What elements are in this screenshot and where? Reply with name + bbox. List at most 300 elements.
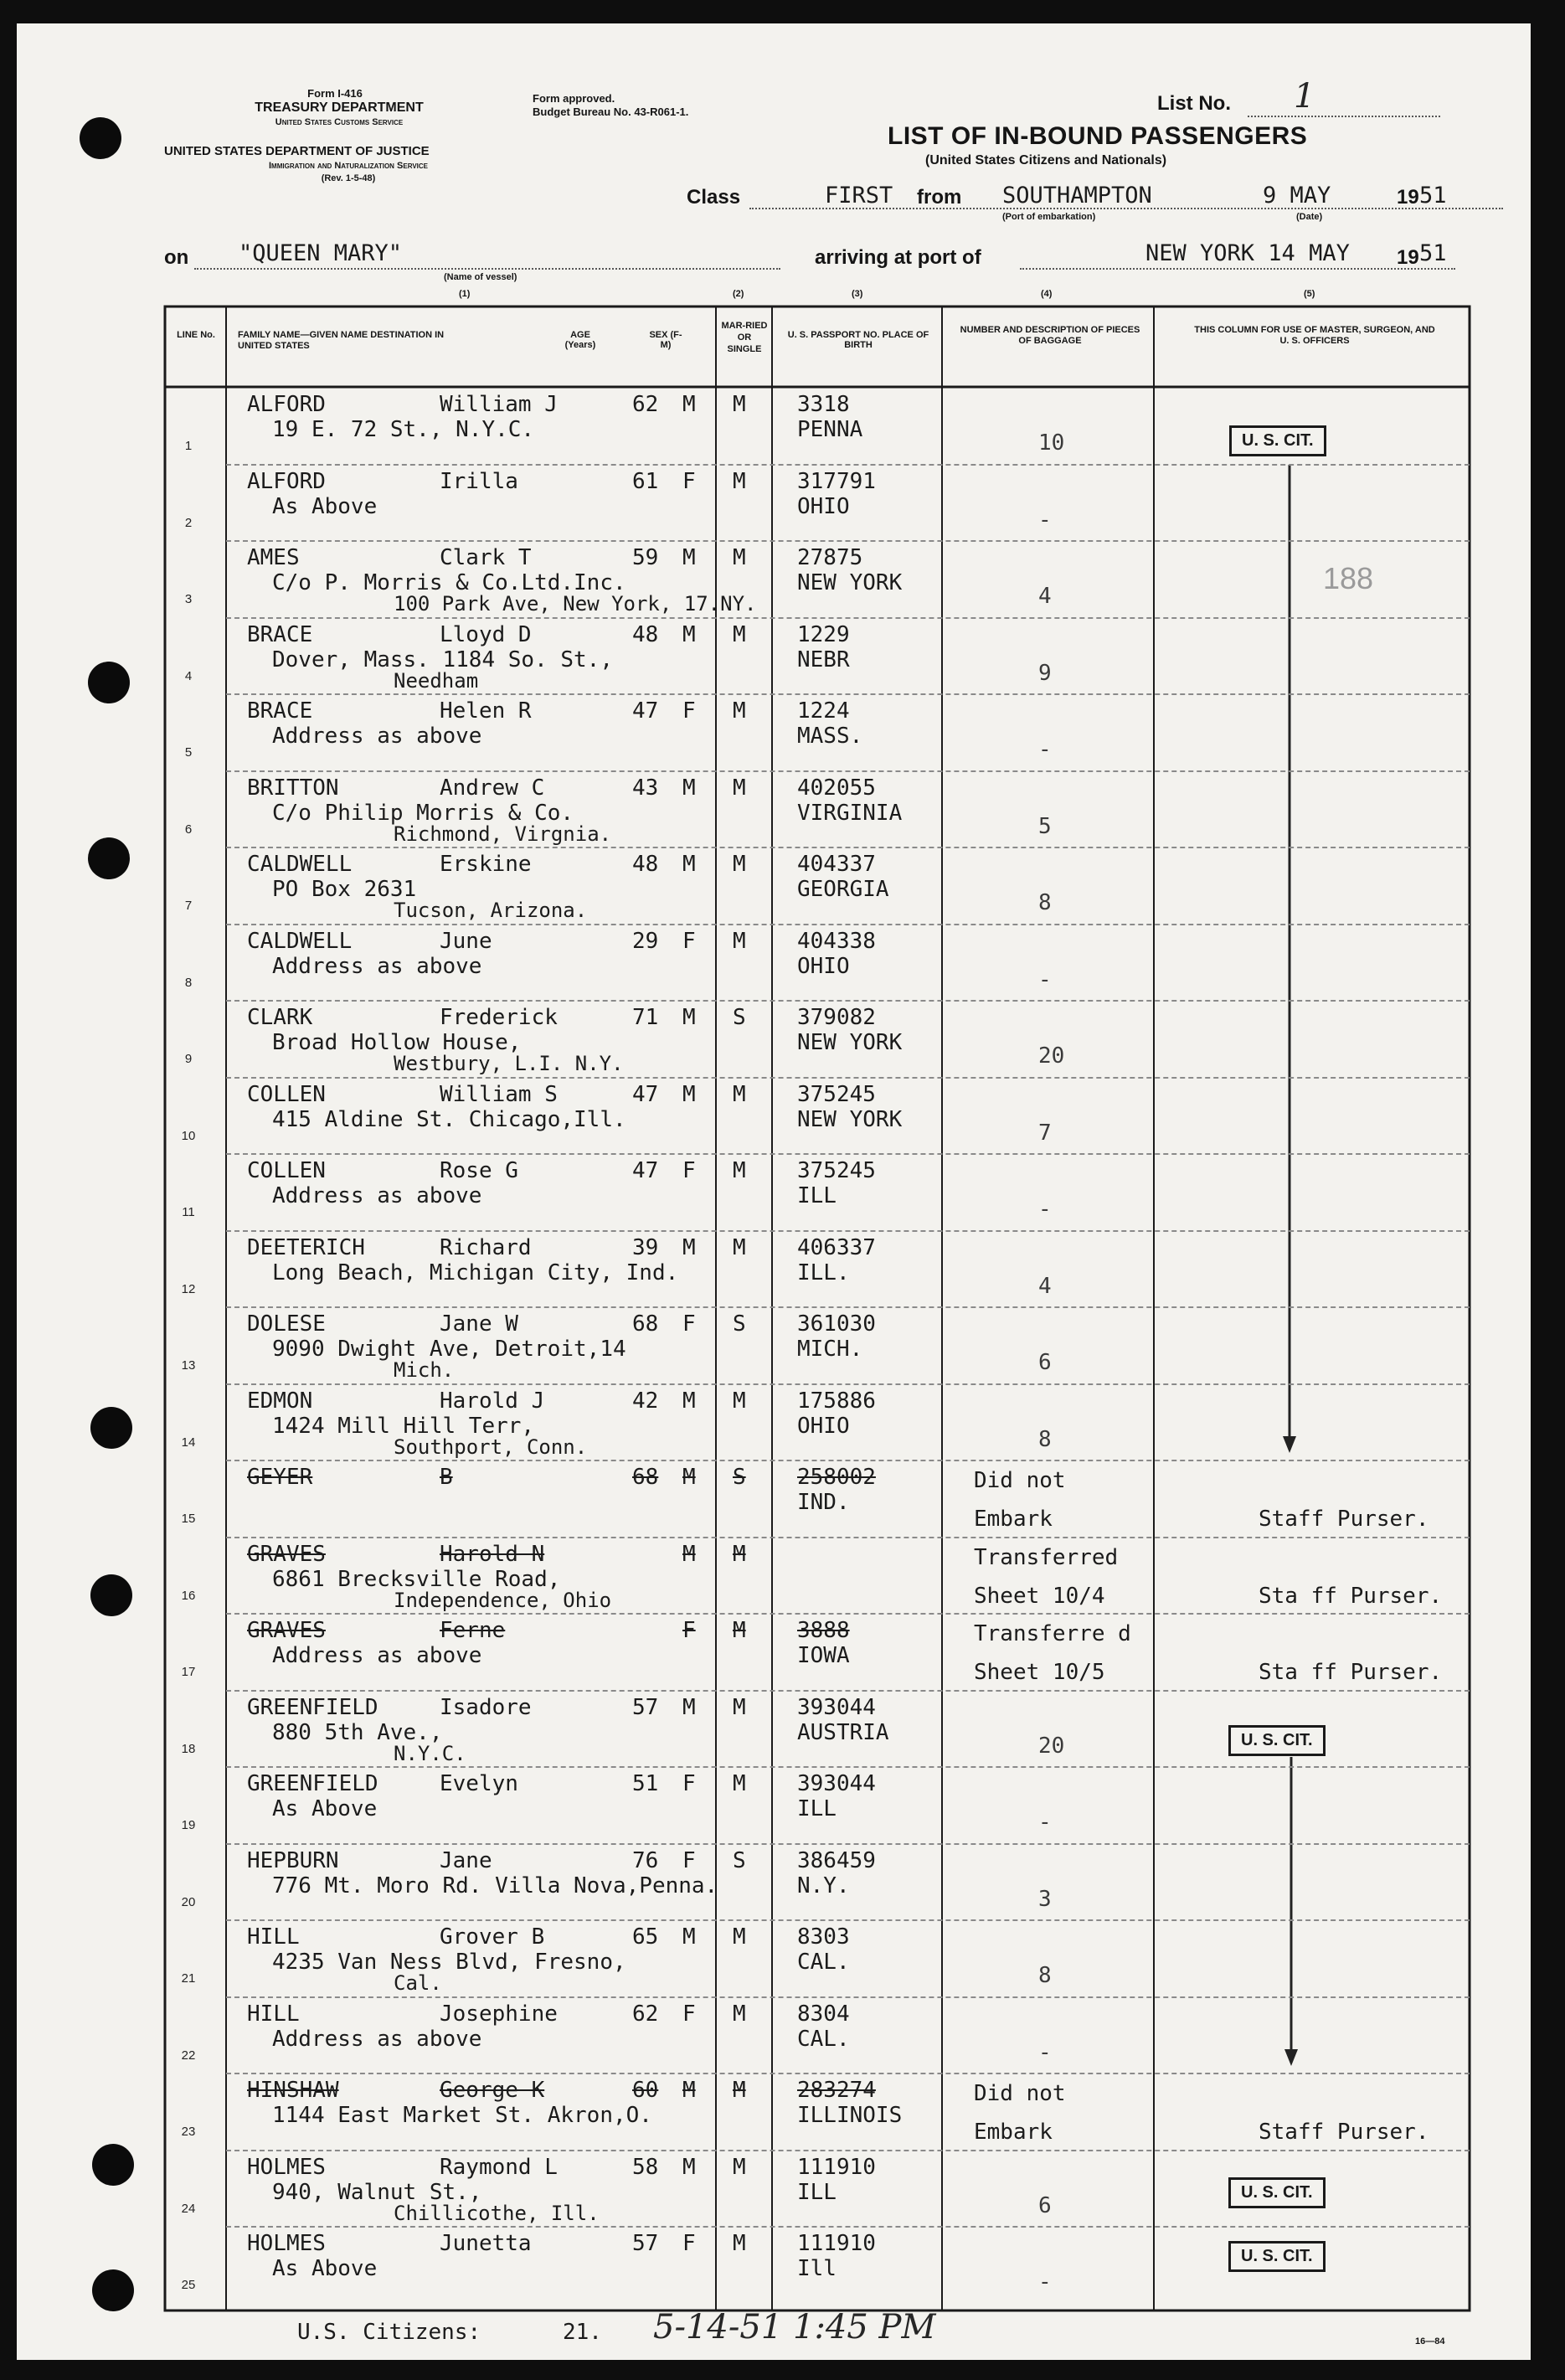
family-name: BRACE — [247, 698, 313, 724]
family-name: HILL — [247, 1924, 300, 1950]
vessel-caption: (Name of vessel) — [444, 272, 517, 282]
age: 39 — [632, 1234, 659, 1260]
address-line: Address as above — [272, 2026, 482, 2052]
age: 43 — [632, 775, 659, 801]
address-line: Richmond, Virgnia. — [394, 822, 612, 846]
row-divider — [226, 693, 1470, 695]
passport-no: 8303 — [797, 1924, 850, 1950]
marital-status: S — [733, 1847, 746, 1873]
line-number: 13 — [181, 1358, 196, 1373]
birthplace: CAL. — [797, 1950, 850, 1975]
baggage-count: - — [1038, 2039, 1052, 2065]
arrival-port: NEW YORK 14 MAY — [1145, 240, 1350, 266]
birthplace: MASS. — [797, 724, 863, 749]
year-value: 51 — [1419, 183, 1447, 209]
age: 47 — [632, 698, 659, 724]
passport-no: 379082 — [797, 1005, 876, 1030]
family-name: ALFORD — [247, 468, 326, 494]
family-name: HOLMES — [247, 2154, 326, 2180]
passport-no: 283274 — [797, 2078, 876, 2103]
arriving-label: arriving at port of — [815, 246, 981, 269]
officer-remark: Staff Purser. — [1259, 1507, 1429, 1532]
passport-no: 375245 — [797, 1158, 876, 1183]
baggage-note: Did not — [974, 2081, 1066, 2106]
line-number: 16 — [181, 1588, 196, 1603]
marginal-note: 188 — [1323, 561, 1374, 595]
given-name: Andrew C — [440, 775, 545, 801]
address-line: 4235 Van Ness Blvd, Fresno, — [272, 1950, 626, 1975]
line-number: 23 — [181, 2125, 196, 2139]
line-number: 22 — [181, 2048, 196, 2063]
marital-status: M — [733, 1771, 746, 1796]
passport-no: 3318 — [797, 392, 850, 417]
col-header-sex: SEX (F-M) — [649, 330, 682, 350]
officer-remark: Sta ff Purser. — [1259, 1660, 1443, 1685]
sex: M — [682, 621, 696, 647]
row-divider — [226, 1843, 1470, 1845]
age: 51 — [632, 1771, 659, 1796]
passport-no: 258002 — [797, 1465, 876, 1490]
family-name: GRAVES — [247, 1618, 326, 1643]
address-line: Independence, Ohio — [394, 1588, 612, 1612]
line-number: 14 — [181, 1435, 196, 1450]
col1-num: (1) — [459, 289, 471, 299]
passport-no: 8304 — [797, 2001, 850, 2027]
birthplace: NEW YORK — [797, 570, 903, 595]
family-name: COLLEN — [247, 1158, 326, 1183]
passport-no: 1229 — [797, 621, 850, 647]
embarkation-date: 9 MAY — [1263, 183, 1331, 209]
baggage-count: 4 — [1038, 1273, 1052, 1299]
birthplace: MICH. — [797, 1337, 863, 1362]
baggage-count: 20 — [1038, 1043, 1065, 1069]
baggage-count: - — [1038, 737, 1052, 762]
citizens-count: 21. — [563, 2320, 602, 2345]
form-approved: Form approved. — [533, 92, 615, 105]
passport-no: 3888 — [797, 1618, 850, 1643]
birthplace: NEW YORK — [797, 1030, 903, 1055]
address-line: Long Beach, Michigan City, Ind. — [272, 1260, 679, 1285]
sex: M — [682, 1924, 696, 1950]
marital-status: M — [733, 2154, 746, 2180]
col-header-name: FAMILY NAME—GIVEN NAME DESTINATION IN UNITED STATES — [238, 330, 445, 351]
age: 58 — [632, 2154, 659, 2180]
family-name: HILL — [247, 2001, 300, 2027]
age: 57 — [632, 2231, 659, 2256]
inspector-signature-note: 5-14-51 1:45 PM — [653, 2308, 936, 2347]
age: 68 — [632, 1465, 659, 1490]
line-number: 6 — [184, 822, 193, 837]
birthplace: NEW YORK — [797, 1106, 903, 1132]
marital-status: M — [733, 2001, 746, 2027]
age: 47 — [632, 1081, 659, 1107]
sex: M — [682, 545, 696, 570]
birthplace: ILL — [797, 2179, 837, 2205]
line-number: 21 — [181, 1971, 196, 1986]
row-divider — [226, 1690, 1470, 1692]
given-name: Jane — [440, 1847, 492, 1873]
class-value: FIRST — [825, 183, 893, 209]
baggage-count: 8 — [1038, 890, 1052, 915]
list-subtitle: (United States Citizens and Nationals) — [925, 153, 1167, 167]
family-name: BRACE — [247, 621, 313, 647]
birthplace: AUSTRIA — [797, 1719, 889, 1745]
address-line: Broad Hollow House, — [272, 1030, 522, 1055]
address-line: Address as above — [272, 953, 482, 979]
col-header-married: MAR-RIED OR SINGLE — [721, 321, 768, 354]
address-line: 9090 Dwight Ave, Detroit,14 — [272, 1337, 626, 1362]
baggage-note: Sheet 10/4 — [974, 1583, 1105, 1609]
family-name: CALDWELL — [247, 928, 353, 954]
passport-no: 386459 — [797, 1847, 876, 1873]
family-name: CALDWELL — [247, 852, 353, 877]
line-number: 24 — [181, 2201, 196, 2216]
port-caption: (Port of embarkation) — [1002, 212, 1096, 222]
given-name: Lloyd D — [440, 621, 532, 647]
age: 60 — [632, 2078, 659, 2103]
baggage-count: 4 — [1038, 584, 1052, 609]
given-name: Rose G — [440, 1158, 518, 1183]
passport-no: 111910 — [797, 2231, 876, 2256]
given-name: Evelyn — [440, 1771, 518, 1796]
ins-service: Immigration and Naturalization Service — [268, 161, 428, 171]
row-divider — [226, 1919, 1470, 1921]
line-number: 9 — [184, 1052, 193, 1066]
given-name: Raymond L — [440, 2154, 558, 2180]
row-divider — [226, 1613, 1470, 1615]
marital-status: M — [733, 2078, 746, 2103]
sex: M — [682, 1005, 696, 1030]
family-name: GREENFIELD — [247, 1694, 378, 1720]
address-line: 1144 East Market St. Akron,O. — [272, 2103, 652, 2128]
sex: M — [682, 1694, 696, 1720]
family-name: BRITTON — [247, 775, 339, 801]
given-name: B — [440, 1465, 453, 1490]
line-number: 17 — [181, 1665, 196, 1679]
passport-no: 1224 — [797, 698, 850, 724]
baggage-count: 8 — [1038, 1426, 1052, 1452]
us-citizen-stamp: U. S. CIT. — [1228, 2177, 1326, 2208]
row-divider — [226, 1230, 1470, 1232]
arrival-year: 51 — [1419, 240, 1447, 266]
address-line: As Above — [272, 1796, 378, 1821]
sex: M — [682, 1541, 696, 1567]
marital-status: M — [733, 1234, 746, 1260]
sex: M — [682, 1388, 696, 1414]
baggage-count: - — [1038, 2269, 1052, 2295]
given-name: Erskine — [440, 852, 532, 877]
line-number: 10 — [181, 1128, 196, 1143]
passport-no: 393044 — [797, 1771, 876, 1796]
marital-status: M — [733, 1158, 746, 1183]
birthplace: ILL. — [797, 1260, 850, 1285]
passport-no: 402055 — [797, 775, 876, 801]
embarkation-port: SOUTHAMPTON — [1002, 183, 1152, 209]
list-title: LIST OF IN-BOUND PASSENGERS — [888, 122, 1308, 150]
sex: M — [682, 2154, 696, 2180]
row-divider — [226, 1077, 1470, 1079]
marital-status: M — [733, 2231, 746, 2256]
family-name: GRAVES — [247, 1541, 326, 1567]
sex: F — [682, 2001, 696, 2027]
address-line: 940, Walnut St., — [272, 2179, 482, 2205]
on-label: on — [164, 246, 189, 269]
line-number: 20 — [181, 1894, 196, 1909]
address-line: As Above — [272, 493, 378, 519]
marital-status: M — [733, 852, 746, 877]
marital-status: M — [733, 1694, 746, 1720]
baggage-count: 8 — [1038, 1963, 1052, 1988]
baggage-note: Embark — [974, 2120, 1053, 2145]
given-name: Irilla — [440, 468, 518, 494]
row-divider — [226, 1996, 1470, 1998]
given-name: Harold J — [440, 1388, 545, 1414]
address-line: C/o Philip Morris & Co. — [272, 800, 574, 826]
revision: (Rev. 1-5-48) — [321, 173, 376, 183]
birthplace: Ill — [797, 2256, 837, 2281]
birthplace: PENNA — [797, 417, 863, 442]
baggage-count: 3 — [1038, 1886, 1052, 1912]
col4-num: (4) — [1041, 289, 1053, 299]
birthplace: GEORGIA — [797, 877, 889, 902]
citizens-label: U.S. Citizens: — [297, 2320, 481, 2345]
address-line: Mich. — [394, 1358, 455, 1382]
col-header-baggage: NUMBER AND DESCRIPTION OF PIECES OF BAGGAGE — [960, 325, 1140, 346]
age: 62 — [632, 392, 659, 417]
address-line: Address as above — [272, 724, 482, 749]
family-name: EDMON — [247, 1388, 313, 1414]
age: 29 — [632, 928, 659, 954]
line-number: 3 — [184, 592, 193, 606]
col2-num: (2) — [733, 289, 744, 299]
birthplace: ILL — [797, 1796, 837, 1821]
given-name: Grover B — [440, 1924, 545, 1950]
address-line: Address as above — [272, 1183, 482, 1208]
family-name: COLLEN — [247, 1081, 326, 1107]
age: 71 — [632, 1005, 659, 1030]
address-line: Tucson, Arizona. — [394, 899, 588, 922]
age: 57 — [632, 1694, 659, 1720]
marital-status: M — [733, 775, 746, 801]
baggage-note: Transferre d — [974, 1621, 1131, 1646]
marital-status: M — [733, 1541, 746, 1567]
address-line: 880 5th Ave., — [272, 1719, 443, 1745]
address-line: N.Y.C. — [394, 1741, 466, 1765]
line-number: 11 — [182, 1205, 195, 1219]
age: 47 — [632, 1158, 659, 1183]
form-code: 16—84 — [1415, 2336, 1445, 2347]
row-divider — [226, 2150, 1470, 2151]
col-header-line: LINE No. — [177, 330, 215, 340]
address-line: 19 E. 72 St., N.Y.C. — [272, 417, 535, 442]
family-name: CLARK — [247, 1005, 313, 1030]
baggage-count: 6 — [1038, 1350, 1052, 1375]
given-name: Helen R — [440, 698, 532, 724]
marital-status: M — [733, 698, 746, 724]
age: 65 — [632, 1924, 659, 1950]
given-name: Junetta — [440, 2231, 532, 2256]
officer-remark: Staff Purser. — [1259, 2120, 1429, 2145]
col3-num: (3) — [852, 289, 863, 299]
address-line: Southport, Conn. — [394, 1435, 588, 1459]
baggage-count: - — [1038, 966, 1052, 992]
line-number: 18 — [181, 1741, 196, 1756]
row-divider — [226, 1306, 1470, 1308]
sex: F — [682, 698, 696, 724]
sex: M — [682, 1465, 696, 1490]
baggage-count: - — [1038, 507, 1052, 533]
baggage-count: 6 — [1038, 2192, 1052, 2218]
list-no-label: List No. — [1157, 92, 1231, 115]
row-divider — [226, 2073, 1470, 2074]
baggage-count: 9 — [1038, 660, 1052, 686]
arrival-year-prefix: 19 — [1397, 246, 1419, 269]
birthplace: IND. — [797, 1490, 850, 1515]
address-line: 415 Aldine St. Chicago,Ill. — [272, 1106, 626, 1132]
line-number: 7 — [184, 899, 193, 913]
from-label: from — [917, 186, 962, 209]
birthplace: VIRGINIA — [797, 800, 903, 826]
date-caption: (Date) — [1296, 212, 1323, 222]
class-label: Class — [687, 186, 741, 209]
age: 61 — [632, 468, 659, 494]
marital-status: S — [733, 1005, 746, 1030]
passport-no: 317791 — [797, 468, 876, 494]
line-number: 8 — [184, 975, 193, 990]
given-name: George K — [440, 2078, 545, 2103]
form-number: Form I-416 — [307, 87, 363, 100]
age: 59 — [632, 545, 659, 570]
birthplace: ILL — [797, 1183, 837, 1208]
address-line: Address as above — [272, 1643, 482, 1668]
family-name: HEPBURN — [247, 1847, 339, 1873]
marital-status: M — [733, 1388, 746, 1414]
age: 68 — [632, 1311, 659, 1337]
age: 42 — [632, 1388, 659, 1414]
justice-dept: UNITED STATES DEPARTMENT OF JUSTICE — [164, 144, 430, 158]
address-line: Dover, Mass. 1184 So. St., — [272, 647, 613, 672]
sex: F — [682, 1618, 696, 1643]
row-divider — [226, 1000, 1470, 1002]
us-citizen-stamp: U. S. CIT. — [1228, 2241, 1326, 2272]
line-number: 4 — [184, 668, 193, 683]
year-prefix: 19 — [1397, 186, 1419, 209]
address-line: 100 Park Ave, New York, 17.NY. — [394, 592, 757, 616]
marital-status: M — [733, 1618, 746, 1643]
marital-status: M — [733, 545, 746, 570]
marital-status: M — [733, 928, 746, 954]
age: 76 — [632, 1847, 659, 1873]
col-header-passport: U. S. PASSPORT NO. PLACE OF BIRTH — [787, 330, 929, 350]
age: 62 — [632, 2001, 659, 2027]
sex: F — [682, 1158, 696, 1183]
birthplace: IOWA — [797, 1643, 850, 1668]
given-name: Isadore — [440, 1694, 532, 1720]
passport-no: 375245 — [797, 1081, 876, 1107]
family-name: DEETERICH — [247, 1234, 365, 1260]
sex: F — [682, 1311, 696, 1337]
customs-service: United States Customs Service — [275, 117, 404, 127]
line-number: 15 — [181, 1512, 196, 1526]
passport-no: 406337 — [797, 1234, 876, 1260]
given-name: Frederick — [440, 1005, 558, 1030]
treasury-dept: TREASURY DEPARTMENT — [255, 100, 424, 115]
family-name: GEYER — [247, 1465, 313, 1490]
sex: M — [682, 2078, 696, 2103]
address-line: 6861 Brecksville Road, — [272, 1566, 561, 1592]
baggage-count: - — [1038, 1810, 1052, 1835]
address-line: C/o P. Morris & Co.Ltd.Inc. — [272, 570, 626, 595]
address-line: 776 Mt. Moro Rd. Villa Nova,Penna. — [272, 1873, 718, 1898]
marital-status: M — [733, 621, 746, 647]
row-divider — [226, 464, 1470, 466]
passport-no: 393044 — [797, 1694, 876, 1720]
given-name: Richard — [440, 1234, 532, 1260]
given-name: June — [440, 928, 492, 954]
line-number: 2 — [184, 515, 193, 530]
row-divider — [226, 1153, 1470, 1155]
birthplace: ILLINOIS — [797, 2103, 903, 2128]
marital-status: M — [733, 1924, 746, 1950]
given-name: Jane W — [440, 1311, 518, 1337]
line-number: 12 — [181, 1281, 196, 1296]
address-line: Westbury, L.I. N.Y. — [394, 1052, 624, 1075]
col5-num: (5) — [1304, 289, 1315, 299]
us-citizen-stamp: U. S. CIT. — [1228, 1725, 1326, 1756]
given-name: William J — [440, 392, 558, 417]
birthplace: OHIO — [797, 1413, 850, 1439]
marital-status: S — [733, 1465, 746, 1490]
row-divider — [226, 1383, 1470, 1385]
vessel-name: "QUEEN MARY" — [239, 240, 403, 266]
line-number: 19 — [181, 1818, 196, 1832]
sex: F — [682, 1771, 696, 1796]
row-divider — [226, 1766, 1470, 1768]
sex: M — [682, 852, 696, 877]
age: 48 — [632, 852, 659, 877]
line-number: 5 — [184, 745, 193, 760]
baggage-count: 5 — [1038, 813, 1052, 839]
list-no-value: 1 — [1294, 77, 1315, 116]
address-line: Chillicothe, Ill. — [394, 2201, 600, 2225]
sex: M — [682, 775, 696, 801]
col-header-age: AGE (Years) — [564, 330, 596, 350]
address-line: Needham — [394, 668, 479, 693]
sex: F — [682, 1847, 696, 1873]
given-name: Clark T — [440, 545, 532, 570]
given-name: William S — [440, 1081, 558, 1107]
given-name: Ferne — [440, 1618, 506, 1643]
sex: F — [682, 468, 696, 494]
passport-no: 27875 — [797, 545, 863, 570]
baggage-count: 20 — [1038, 1733, 1065, 1759]
birthplace: OHIO — [797, 493, 850, 519]
baggage-note: Embark — [974, 1507, 1053, 1532]
birthplace: NEBR — [797, 647, 850, 672]
address-line: As Above — [272, 2256, 378, 2281]
address-line: Cal. — [394, 1971, 442, 1995]
family-name: ALFORD — [247, 392, 326, 417]
line-number: 25 — [181, 2278, 196, 2292]
sex: M — [682, 1081, 696, 1107]
marital-status: S — [733, 1311, 746, 1337]
address-line: 1424 Mill Hill Terr, — [272, 1413, 535, 1439]
sex: F — [682, 2231, 696, 2256]
sex: F — [682, 928, 696, 954]
baggage-note: Sheet 10/5 — [974, 1660, 1105, 1685]
row-divider — [226, 847, 1470, 848]
birthplace: OHIO — [797, 953, 850, 979]
